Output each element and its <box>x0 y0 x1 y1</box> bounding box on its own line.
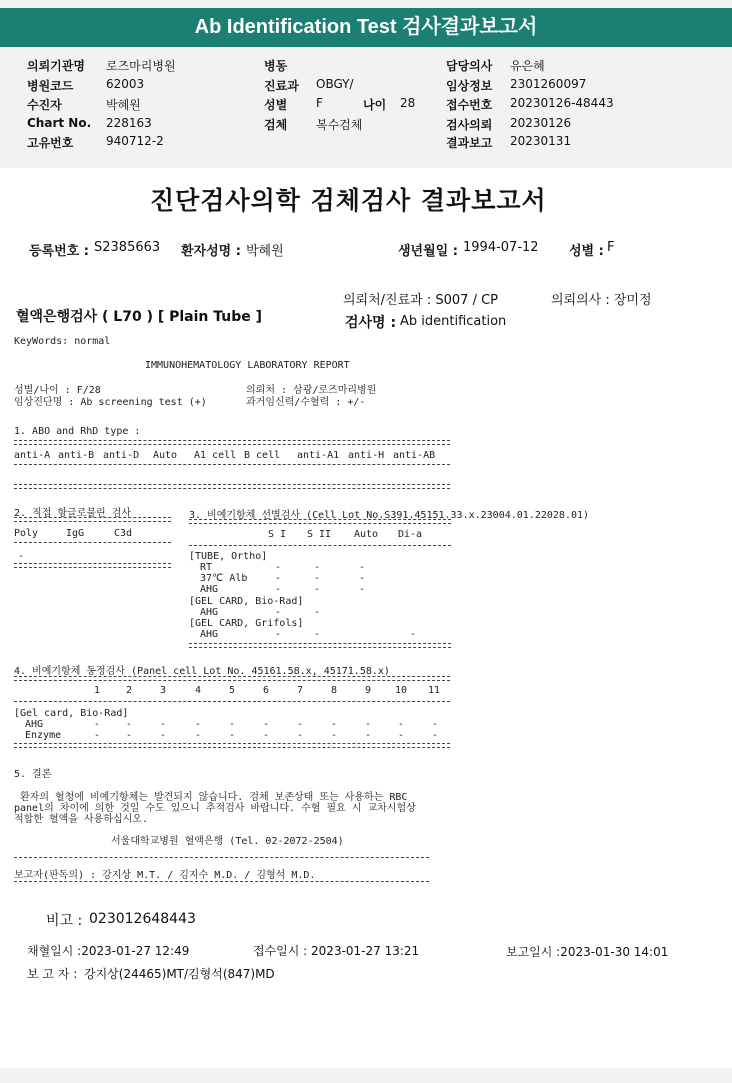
screen-row-label: [GEL CARD, Grifols] <box>189 618 304 629</box>
screen-row-label: RT <box>200 562 213 573</box>
panel-col: 1 <box>94 685 101 696</box>
conclusion-line: 적합한 혈액을 사용하십시오. <box>14 814 148 825</box>
screen-row-label: 37℃ Alb <box>200 573 248 584</box>
panel-cell: - <box>331 730 338 741</box>
panel-cell: - <box>331 719 338 730</box>
sex-age: 성별/나이 : F/28 <box>14 385 101 396</box>
value-receipt-no: 20230126-48443 <box>510 96 614 110</box>
panel-cell: - <box>195 730 202 741</box>
report-document <box>0 168 732 1068</box>
panel-cell: - <box>432 719 439 730</box>
value-patient: 박혜원 <box>106 98 141 112</box>
label-physician: 담당의사 <box>446 59 493 73</box>
panel-col: 11 <box>428 685 441 696</box>
panel-cell: - <box>297 730 304 741</box>
doctor-text: 의뢰의사 : 장미정 <box>551 293 652 308</box>
screen-cell: - <box>410 629 417 640</box>
section-abo-title: 1. ABO and RhD type : <box>14 426 141 437</box>
panel-cell: - <box>94 730 101 741</box>
divider <box>14 464 450 465</box>
abo-col: A1 cell <box>194 450 237 461</box>
label-ward: 병동 <box>264 59 288 73</box>
panel-cell: - <box>398 730 405 741</box>
panel-col: 3 <box>160 685 167 696</box>
panel-cell: - <box>126 730 133 741</box>
dob-value: 1994-07-12 <box>463 240 539 255</box>
reg-no-value: S2385663 <box>94 240 161 255</box>
section-panel-title: 4. 비예기항체 동정검사 (Panel cell Lot No. 45161.58.x, 45171.58.x) <box>14 666 390 677</box>
divider <box>14 743 450 748</box>
screen-cell: - <box>359 573 366 584</box>
final-reporter-value: 강지상(24465)MT/김형석(847)MD <box>84 967 275 981</box>
label-clinical-info: 임상정보 <box>446 79 493 93</box>
remark-value: 023012648443 <box>89 911 196 927</box>
panel-cell: - <box>229 730 236 741</box>
value-physician: 유은혜 <box>510 59 545 73</box>
dat-col: C3d <box>114 528 133 539</box>
label-age: 나이 <box>363 98 387 112</box>
panel-cell: - <box>160 719 167 730</box>
screen-cell: - <box>359 584 366 595</box>
dat-col: IgG <box>66 528 85 539</box>
divider <box>14 563 171 568</box>
screen-cell: - <box>314 562 321 573</box>
panel-col: 2 <box>126 685 133 696</box>
panel-group: [Gel card, Bio-Rad] <box>14 708 129 719</box>
value-hospital-code: 62003 <box>106 77 145 91</box>
label-report-date: 결과보고 <box>446 136 493 150</box>
value-sex: F <box>316 96 323 110</box>
sex-label: 성별 : <box>569 244 604 259</box>
abo-col: Auto <box>153 450 178 461</box>
screen-cell: - <box>275 562 282 573</box>
keywords: KeyWords: normal <box>14 336 111 347</box>
abo-col: anti-AB <box>393 450 436 461</box>
reg-no-label: 등록번호 : <box>29 244 89 259</box>
panel-cell: - <box>432 730 439 741</box>
panel-cell: - <box>195 719 202 730</box>
report-banner: Ab Identification Test 검사결과보고서 <box>0 8 732 47</box>
divider <box>14 484 450 489</box>
conclusion-line: panel의 차이에 의한 것일 수도 있으니 추적검사 바랍니다. 수혈 필요 시 교차시험상 <box>14 803 416 814</box>
abo-col: B cell <box>244 450 281 461</box>
label-dept: 진료과 <box>264 79 299 93</box>
label-hospital-code: 병원코드 <box>27 79 74 93</box>
label-unique-no: 고유번호 <box>27 136 74 150</box>
panel-cell: - <box>263 719 270 730</box>
value-specimen: 복수검체 <box>316 118 363 132</box>
panel-cell: - <box>365 730 372 741</box>
divider <box>14 701 450 702</box>
value-clinical-info: 2301260097 <box>510 77 587 91</box>
screen-row-label: AHG <box>200 629 219 640</box>
panel-col: 5 <box>229 685 236 696</box>
diagnosis: 임상진단명 : Ab screening test (+) <box>14 397 207 408</box>
screen-cell: - <box>275 607 282 618</box>
value-institution: 로즈마리병원 <box>106 59 176 73</box>
divider <box>14 857 429 858</box>
panel-cell: - <box>229 719 236 730</box>
screen-row-label: [GEL CARD, Bio-Rad] <box>189 596 304 607</box>
divider <box>189 545 451 546</box>
screen-col: S II <box>307 529 332 540</box>
sex-value: F <box>607 240 615 255</box>
divider <box>14 881 429 882</box>
divider <box>14 542 171 543</box>
collected-time: 채혈일시 :2023-01-27 12:49 <box>27 944 190 958</box>
label-chart-no: Chart No. <box>27 116 92 130</box>
screen-cell: - <box>314 607 321 618</box>
panel-col: 8 <box>331 685 338 696</box>
section-conclusion-title: 5. 결론 <box>14 769 52 780</box>
remark-label: 비고 : <box>46 913 83 929</box>
panel-col: 4 <box>195 685 202 696</box>
panel-col: 6 <box>263 685 270 696</box>
label-sex: 성별 <box>264 98 288 112</box>
history: 과거임신력/수혈력 : +/- <box>246 397 366 408</box>
abo-col: anti-D <box>103 450 140 461</box>
screen-cell: - <box>314 573 321 584</box>
label-request-date: 검사의뢰 <box>446 118 493 132</box>
abo-col: anti-A <box>14 450 51 461</box>
dob-label: 생년월일 : <box>398 244 458 259</box>
screen-cell: - <box>314 629 321 640</box>
value-age: 28 <box>400 96 416 110</box>
abo-col: anti-A1 <box>297 450 340 461</box>
value-chart-no: 228163 <box>106 116 152 130</box>
screen-col: Auto <box>354 529 379 540</box>
screen-cell: - <box>275 629 282 640</box>
received-time: 접수일시 : 2023-01-27 13:21 <box>253 944 420 958</box>
panel-cell: - <box>398 719 405 730</box>
divider <box>14 676 450 681</box>
test-name-value: Ab identification <box>400 314 507 329</box>
test-group: 혈액은행검사 ( L70 ) [ Plain Tube ] <box>16 309 263 325</box>
final-reporter-label: 보 고 자 : <box>27 967 78 981</box>
institution: 의뢰처 : 삼광/로즈마리병원 <box>246 385 377 396</box>
label-institution: 의뢰기관명 <box>27 59 85 73</box>
reported-time: 보고일시 :2023-01-30 14:01 <box>506 945 669 959</box>
value-request-date: 20230126 <box>510 116 572 130</box>
patient-name-value: 박혜원 <box>246 244 284 259</box>
screen-cell: - <box>275 573 282 584</box>
screen-cell: - <box>275 584 282 595</box>
label-patient: 수진자 <box>27 98 62 112</box>
patient-name-label: 환자성명 : <box>181 244 241 259</box>
abo-col: anti-H <box>348 450 385 461</box>
hospital-contact: 서울대학교병원 혈액은행 (Tel. 02-2072-2504) <box>111 836 344 847</box>
screen-row-label: AHG <box>200 584 219 595</box>
abo-col: anti-B <box>58 450 95 461</box>
divider <box>189 519 451 524</box>
value-report-date: 20230131 <box>510 134 572 148</box>
screen-col: S I <box>268 529 287 540</box>
report-title: 진단검사의학 검체검사 결과보고서 <box>150 186 547 215</box>
dat-col: Poly <box>14 528 39 539</box>
screen-row-label: [TUBE, Ortho] <box>189 551 268 562</box>
label-receipt-no: 접수번호 <box>446 98 493 112</box>
screen-cell: - <box>359 562 366 573</box>
test-name-label: 검사명 : <box>345 315 397 331</box>
panel-cell: - <box>263 730 270 741</box>
panel-col: 10 <box>395 685 408 696</box>
panel-col: 9 <box>365 685 372 696</box>
panel-cell: - <box>365 719 372 730</box>
panel-cell: - <box>94 719 101 730</box>
section-screen-title: 3. 비예기항체 선별검사 (Cell Lot No.S391.45151.33.x.23004.01.22028.01) <box>189 510 590 521</box>
conclusion-line: 환자의 혈청에 비예기항체는 발견되지 않습니다. 검체 보존상태 또는 사용하는 RBC <box>20 792 408 803</box>
value-unique-no: 940712-2 <box>106 134 164 148</box>
divider <box>14 517 171 522</box>
panel-row-label: Enzyme <box>25 730 62 741</box>
value-dept: OBGY/ <box>316 77 354 91</box>
dat-result: - <box>18 551 25 562</box>
screen-col: Di-a <box>398 529 423 540</box>
panel-cell: - <box>160 730 167 741</box>
dept-text: 의뢰처/진료과 : S007 / CP <box>343 293 498 308</box>
panel-cell: - <box>126 719 133 730</box>
panel-row-label: AHG <box>25 719 44 730</box>
divider <box>14 440 450 445</box>
label-specimen: 검체 <box>264 118 288 132</box>
section-dat-title: 2. 직접 항글로불린 검사 <box>14 508 132 519</box>
panel-col: 7 <box>297 685 304 696</box>
divider <box>189 643 451 648</box>
lab-title: IMMUNOHEMATOLOGY LABORATORY REPORT <box>145 360 350 371</box>
screen-cell: - <box>314 584 321 595</box>
screen-row-label: AHG <box>200 607 219 618</box>
reporter-line: 보고자(판독의) : 강지상 M.T. / 김지수 M.D. / 김형석 M.D. <box>14 870 316 881</box>
panel-cell: - <box>297 719 304 730</box>
